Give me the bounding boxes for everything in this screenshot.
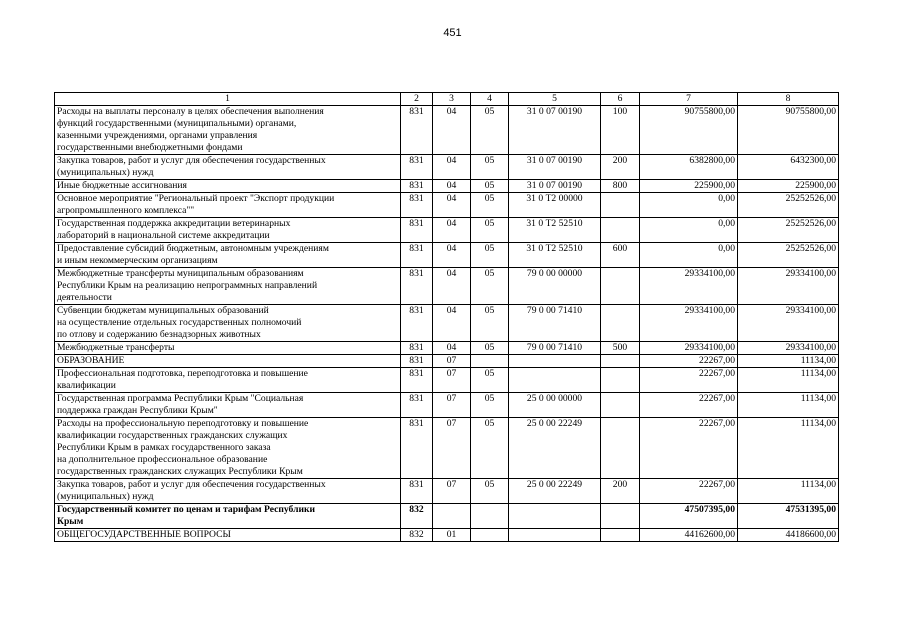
target-article-cell: 31 0 Т2 52510 — [509, 243, 601, 268]
table-row — [55, 268, 839, 305]
expense-type-cell: 500 — [601, 342, 640, 355]
description-line: (муниципальных) нужд — [57, 491, 154, 502]
amount-year1-cell: 29334100,00 — [640, 268, 738, 305]
target-article-cell: 31 0 Т2 00000 — [509, 193, 601, 218]
amount-year1-cell: 29334100,00 — [640, 342, 738, 355]
amount-year2-cell: 25252526,00 — [738, 218, 839, 243]
expense-type-cell — [601, 504, 640, 529]
section-cell: 07 — [433, 418, 471, 479]
target-article-cell: 31 0 07 00190 — [509, 155, 601, 180]
header-cell: 4 — [471, 93, 509, 106]
target-article-cell — [509, 504, 601, 529]
header-cell: 3 — [433, 93, 471, 106]
target-article-cell — [509, 368, 601, 393]
description-line: квалификации государственных гражданских служащих — [57, 430, 288, 441]
target-article-cell: 31 0 07 00190 — [509, 106, 601, 155]
header-row — [55, 93, 839, 106]
amount-year1-cell: 22267,00 — [640, 479, 738, 504]
table-row — [55, 155, 839, 180]
admin-code-cell: 831 — [401, 418, 433, 479]
subsection-cell: 05 — [471, 479, 509, 504]
table-row — [55, 529, 839, 542]
section-cell: 07 — [433, 393, 471, 418]
table-row — [55, 305, 839, 342]
admin-code-cell: 831 — [401, 305, 433, 342]
description-line: государственных гражданских служащих Республики Крым — [57, 466, 303, 477]
description-line: Субвенции бюджетам муниципальных образований — [57, 305, 269, 316]
amount-year2-cell: 11134,00 — [738, 418, 839, 479]
amount-year1-cell: 0,00 — [640, 243, 738, 268]
page-number: 451 — [443, 27, 462, 39]
subsection-cell: 05 — [471, 268, 509, 305]
description-line: ОБЩЕГОСУДАРСТВЕННЫЕ ВОПРОСЫ — [57, 529, 231, 540]
row-description-cell — [55, 393, 401, 418]
table-row — [55, 218, 839, 243]
section-cell: 04 — [433, 193, 471, 218]
row-description-cell — [55, 155, 401, 180]
description-line: по отлову и содержанию безнадзорных животных — [57, 329, 261, 340]
description-line: Предоставление субсидий бюджетным, автономным учреждениям — [57, 243, 329, 254]
subsection-cell: 05 — [471, 368, 509, 393]
table-row — [55, 504, 839, 529]
expense-type-cell: 100 — [601, 106, 640, 155]
expense-type-cell — [601, 218, 640, 243]
amount-year1-cell: 225900,00 — [640, 180, 738, 193]
admin-code-cell: 832 — [401, 529, 433, 542]
subsection-cell: 05 — [471, 218, 509, 243]
expense-type-cell — [601, 529, 640, 542]
amount-year1-cell: 44162600,00 — [640, 529, 738, 542]
section-cell: 04 — [433, 342, 471, 355]
expense-type-cell: 600 — [601, 243, 640, 268]
amount-year2-cell: 11134,00 — [738, 355, 839, 368]
subsection-cell: 05 — [471, 155, 509, 180]
target-article-cell: 25 0 00 22249 — [509, 418, 601, 479]
description-line: на осуществление отдельных государственных полномочий — [57, 317, 302, 328]
admin-code-cell: 831 — [401, 393, 433, 418]
description-line: Крым — [57, 516, 84, 527]
expense-type-cell — [601, 193, 640, 218]
subsection-cell: 05 — [471, 193, 509, 218]
amount-year2-cell: 29334100,00 — [738, 268, 839, 305]
admin-code-cell: 831 — [401, 368, 433, 393]
header-cell: 6 — [601, 93, 640, 106]
table-row — [55, 355, 839, 368]
amount-year2-cell: 29334100,00 — [738, 305, 839, 342]
section-cell: 04 — [433, 243, 471, 268]
amount-year2-cell: 11134,00 — [738, 479, 839, 504]
table-row — [55, 393, 839, 418]
subsection-cell — [471, 504, 509, 529]
section-cell: 04 — [433, 218, 471, 243]
section-cell: 04 — [433, 180, 471, 193]
description-line: ОБРАЗОВАНИЕ — [57, 355, 125, 366]
amount-year2-cell: 47531395,00 — [738, 504, 839, 529]
table-row — [55, 106, 839, 155]
description-line: Профессиональная подготовка, переподготовка и повышение — [57, 368, 308, 379]
description-line: и иным некоммерческим организациям — [57, 255, 218, 266]
description-line: поддержка граждан Республики Крым" — [57, 405, 218, 416]
section-cell: 04 — [433, 305, 471, 342]
expense-type-cell — [601, 355, 640, 368]
amount-year1-cell: 22267,00 — [640, 355, 738, 368]
header-cell: 7 — [640, 93, 738, 106]
row-description-cell — [55, 479, 401, 504]
subsection-cell: 05 — [471, 393, 509, 418]
description-line: агропромышленного комплекса"" — [57, 205, 195, 216]
subsection-cell: 05 — [471, 342, 509, 355]
row-description-cell — [55, 504, 401, 529]
target-article-cell: 79 0 00 71410 — [509, 305, 601, 342]
table-row — [55, 479, 839, 504]
amount-year2-cell: 25252526,00 — [738, 193, 839, 218]
description-line: Государственная программа Республики Крым "Социальная — [57, 393, 304, 404]
row-description-cell — [55, 418, 401, 479]
description-line: функций государственными (муниципальными) органами, — [57, 118, 297, 129]
row-description-cell — [55, 355, 401, 368]
row-description-cell — [55, 529, 401, 542]
admin-code-cell: 831 — [401, 193, 433, 218]
section-cell: 04 — [433, 106, 471, 155]
header-cell: 1 — [55, 93, 401, 106]
description-line: деятельности — [57, 292, 112, 303]
row-description-cell — [55, 342, 401, 355]
expense-type-cell — [601, 268, 640, 305]
header-cell: 5 — [509, 93, 601, 106]
target-article-cell: 31 0 Т2 52510 — [509, 218, 601, 243]
table-row — [55, 180, 839, 193]
row-description-cell — [55, 268, 401, 305]
section-cell: 07 — [433, 479, 471, 504]
row-description-cell — [55, 180, 401, 193]
subsection-cell: 05 — [471, 106, 509, 155]
amount-year1-cell: 22267,00 — [640, 393, 738, 418]
subsection-cell: 05 — [471, 418, 509, 479]
description-line: Республики Крым на реализацию непрограммных направлений — [57, 280, 318, 291]
target-article-cell: 25 0 00 00000 — [509, 393, 601, 418]
admin-code-cell: 831 — [401, 106, 433, 155]
section-cell: 07 — [433, 355, 471, 368]
expense-type-cell: 800 — [601, 180, 640, 193]
description-line: Закупка товаров, работ и услуг для обеспечения государственных — [57, 479, 326, 490]
amount-year1-cell: 90755800,00 — [640, 106, 738, 155]
target-article-cell: 31 0 07 00190 — [509, 180, 601, 193]
expense-type-cell — [601, 368, 640, 393]
description-line: Основное мероприятие "Региональный проект "Экспорт продукции — [57, 193, 335, 204]
section-cell: 01 — [433, 529, 471, 542]
description-line: казенными учреждениями, органами управления — [57, 130, 258, 141]
amount-year2-cell: 11134,00 — [738, 393, 839, 418]
description-line: Государственная поддержка аккредитации ветеринарных — [57, 218, 291, 229]
subsection-cell: 05 — [471, 180, 509, 193]
amount-year2-cell: 90755800,00 — [738, 106, 839, 155]
table-row — [55, 418, 839, 479]
description-line: Иные бюджетные ассигнования — [57, 180, 187, 191]
row-description-cell — [55, 106, 401, 155]
row-description-cell — [55, 218, 401, 243]
row-description-cell — [55, 368, 401, 393]
admin-code-cell: 831 — [401, 218, 433, 243]
amount-year1-cell: 22267,00 — [640, 418, 738, 479]
target-article-cell: 25 0 00 22249 — [509, 479, 601, 504]
table-row — [55, 368, 839, 393]
target-article-cell — [509, 529, 601, 542]
section-cell: 04 — [433, 268, 471, 305]
description-line: лабораторий в национальной системе аккредитации — [57, 230, 270, 241]
subsection-cell — [471, 355, 509, 368]
table-row — [55, 193, 839, 218]
expense-type-cell — [601, 393, 640, 418]
header-cell: 8 — [738, 93, 839, 106]
expense-type-cell — [601, 305, 640, 342]
section-cell: 07 — [433, 368, 471, 393]
section-cell: 04 — [433, 155, 471, 180]
subsection-cell: 05 — [471, 305, 509, 342]
admin-code-cell: 831 — [401, 342, 433, 355]
amount-year2-cell: 44186600,00 — [738, 529, 839, 542]
expense-type-cell — [601, 418, 640, 479]
description-line: Закупка товаров, работ и услуг для обеспечения государственных — [57, 155, 326, 166]
admin-code-cell: 832 — [401, 504, 433, 529]
row-description-cell — [55, 193, 401, 218]
description-line: Республики Крым в рамках государственного заказа — [57, 442, 271, 453]
description-line: государственными внебюджетными фондами — [57, 142, 243, 153]
description-line: на дополнительное профессиональное образование — [57, 454, 268, 465]
target-article-cell — [509, 355, 601, 368]
amount-year1-cell: 0,00 — [640, 193, 738, 218]
row-description-cell — [55, 243, 401, 268]
target-article-cell: 79 0 00 71410 — [509, 342, 601, 355]
amount-year1-cell: 29334100,00 — [640, 305, 738, 342]
amount-year2-cell: 29334100,00 — [738, 342, 839, 355]
description-line: Расходы на профессиональную переподготовку и повышение — [57, 418, 309, 429]
amount-year2-cell: 11134,00 — [738, 368, 839, 393]
budget-table-body — [55, 93, 839, 542]
row-description-cell — [55, 305, 401, 342]
amount-year2-cell: 6432300,00 — [738, 155, 839, 180]
budget-table — [54, 92, 839, 542]
subsection-cell — [471, 529, 509, 542]
table-row — [55, 342, 839, 355]
section-cell — [433, 504, 471, 529]
description-line: (муниципальных) нужд — [57, 167, 154, 178]
description-line: Межбюджетные трансферты — [57, 342, 175, 353]
admin-code-cell: 831 — [401, 268, 433, 305]
admin-code-cell: 831 — [401, 180, 433, 193]
admin-code-cell: 831 — [401, 155, 433, 180]
description-line: квалификации — [57, 380, 116, 391]
admin-code-cell: 831 — [401, 355, 433, 368]
table-row — [55, 243, 839, 268]
admin-code-cell: 831 — [401, 243, 433, 268]
description-line: Межбюджетные трансферты муниципальным образованиям — [57, 268, 304, 279]
amount-year2-cell: 225900,00 — [738, 180, 839, 193]
expense-type-cell: 200 — [601, 479, 640, 504]
subsection-cell: 05 — [471, 243, 509, 268]
amount-year1-cell: 47507395,00 — [640, 504, 738, 529]
amount-year1-cell: 6382800,00 — [640, 155, 738, 180]
expense-type-cell: 200 — [601, 155, 640, 180]
description-line: Государственный комитет по ценам и тарифам Республики — [57, 504, 316, 515]
amount-year1-cell: 22267,00 — [640, 368, 738, 393]
admin-code-cell: 831 — [401, 479, 433, 504]
amount-year1-cell: 0,00 — [640, 218, 738, 243]
description-line: Расходы на выплаты персоналу в целях обеспечения выполнения — [57, 106, 324, 117]
amount-year2-cell: 25252526,00 — [738, 243, 839, 268]
header-cell: 2 — [401, 93, 433, 106]
target-article-cell: 79 0 00 00000 — [509, 268, 601, 305]
